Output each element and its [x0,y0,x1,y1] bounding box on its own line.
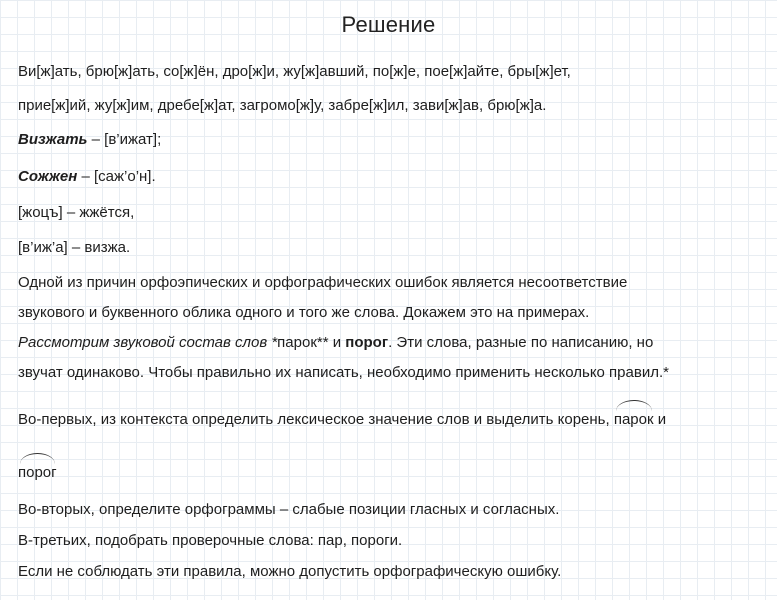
transcription-vizzhat: – [в’ижат]; [87,131,162,148]
text-line-7: Одной из причин орфоэпических и орфографических ошибок является несоответствие [18,274,628,291]
text-line-13: Во-вторых, определите орфограммы – слабые позиции гласных и согласных. [18,501,560,518]
asterisk: * [271,334,278,351]
text-line-8: звукового и буквенного облика одного и того же слова. Докажем это на примерах. [18,304,590,321]
text-first: Во-первых, из контекста определить лексическое значение слов и выделить корень, [18,411,614,428]
text-and-end: и [653,411,667,428]
text-line-11 [18,410,666,430]
root-arc-icon [20,453,55,464]
bold-word-sozhzhen: Сожжен [18,168,78,185]
text-line-2: прие[ж]ий, жу[ж]им, дребе[ж]ат, загромо[ж]у, забре[ж]ил, зави[ж]ав, брю[ж]а. [18,97,547,114]
text-line-9 [18,333,653,353]
text-line-5: [жоцъ] – жжётся, [18,204,135,221]
text-line-1: Ви[ж]ать, брю[ж]ать, со[ж]ён, дро[ж]и, жу[ж]авший, по[ж]е, пое[ж]айте, бры[ж]ет, [18,63,571,80]
root-porog [18,463,57,483]
text-and: ** и [316,334,346,351]
bold-word-vizzhat: Визжать [18,131,88,148]
bold-word-porog: порог [345,334,389,351]
root-parok [614,410,654,430]
word-parok: парок [277,334,317,351]
text-line-3 [18,130,161,150]
text-line-15: Если не соблюдать эти правила, можно допустить орфографическую ошибку. [18,563,562,580]
root-parok-text: парок [613,411,654,428]
root-arc-icon [616,400,652,411]
root-porog-text: порог [18,464,57,481]
text-line-6: [в’иж’а] – визжа. [18,239,131,256]
text-line-10: звучат одинаково. Чтобы правильно их написать, необходимо применить несколько правил.* [18,364,669,381]
transcription-sozhzhen: – [саж’о’н]. [77,168,156,185]
text-line-14: В-третьих, подобрать проверочные слова: пар, пороги. [18,532,403,549]
page-title: Решение [341,12,436,37]
text-line-4 [18,167,156,187]
text-line-12 [18,463,57,483]
italic-phrase: Рассмотрим звуковой состав слов [18,334,272,351]
text-rest: . Эти слова, разные по написанию, но [388,334,654,351]
